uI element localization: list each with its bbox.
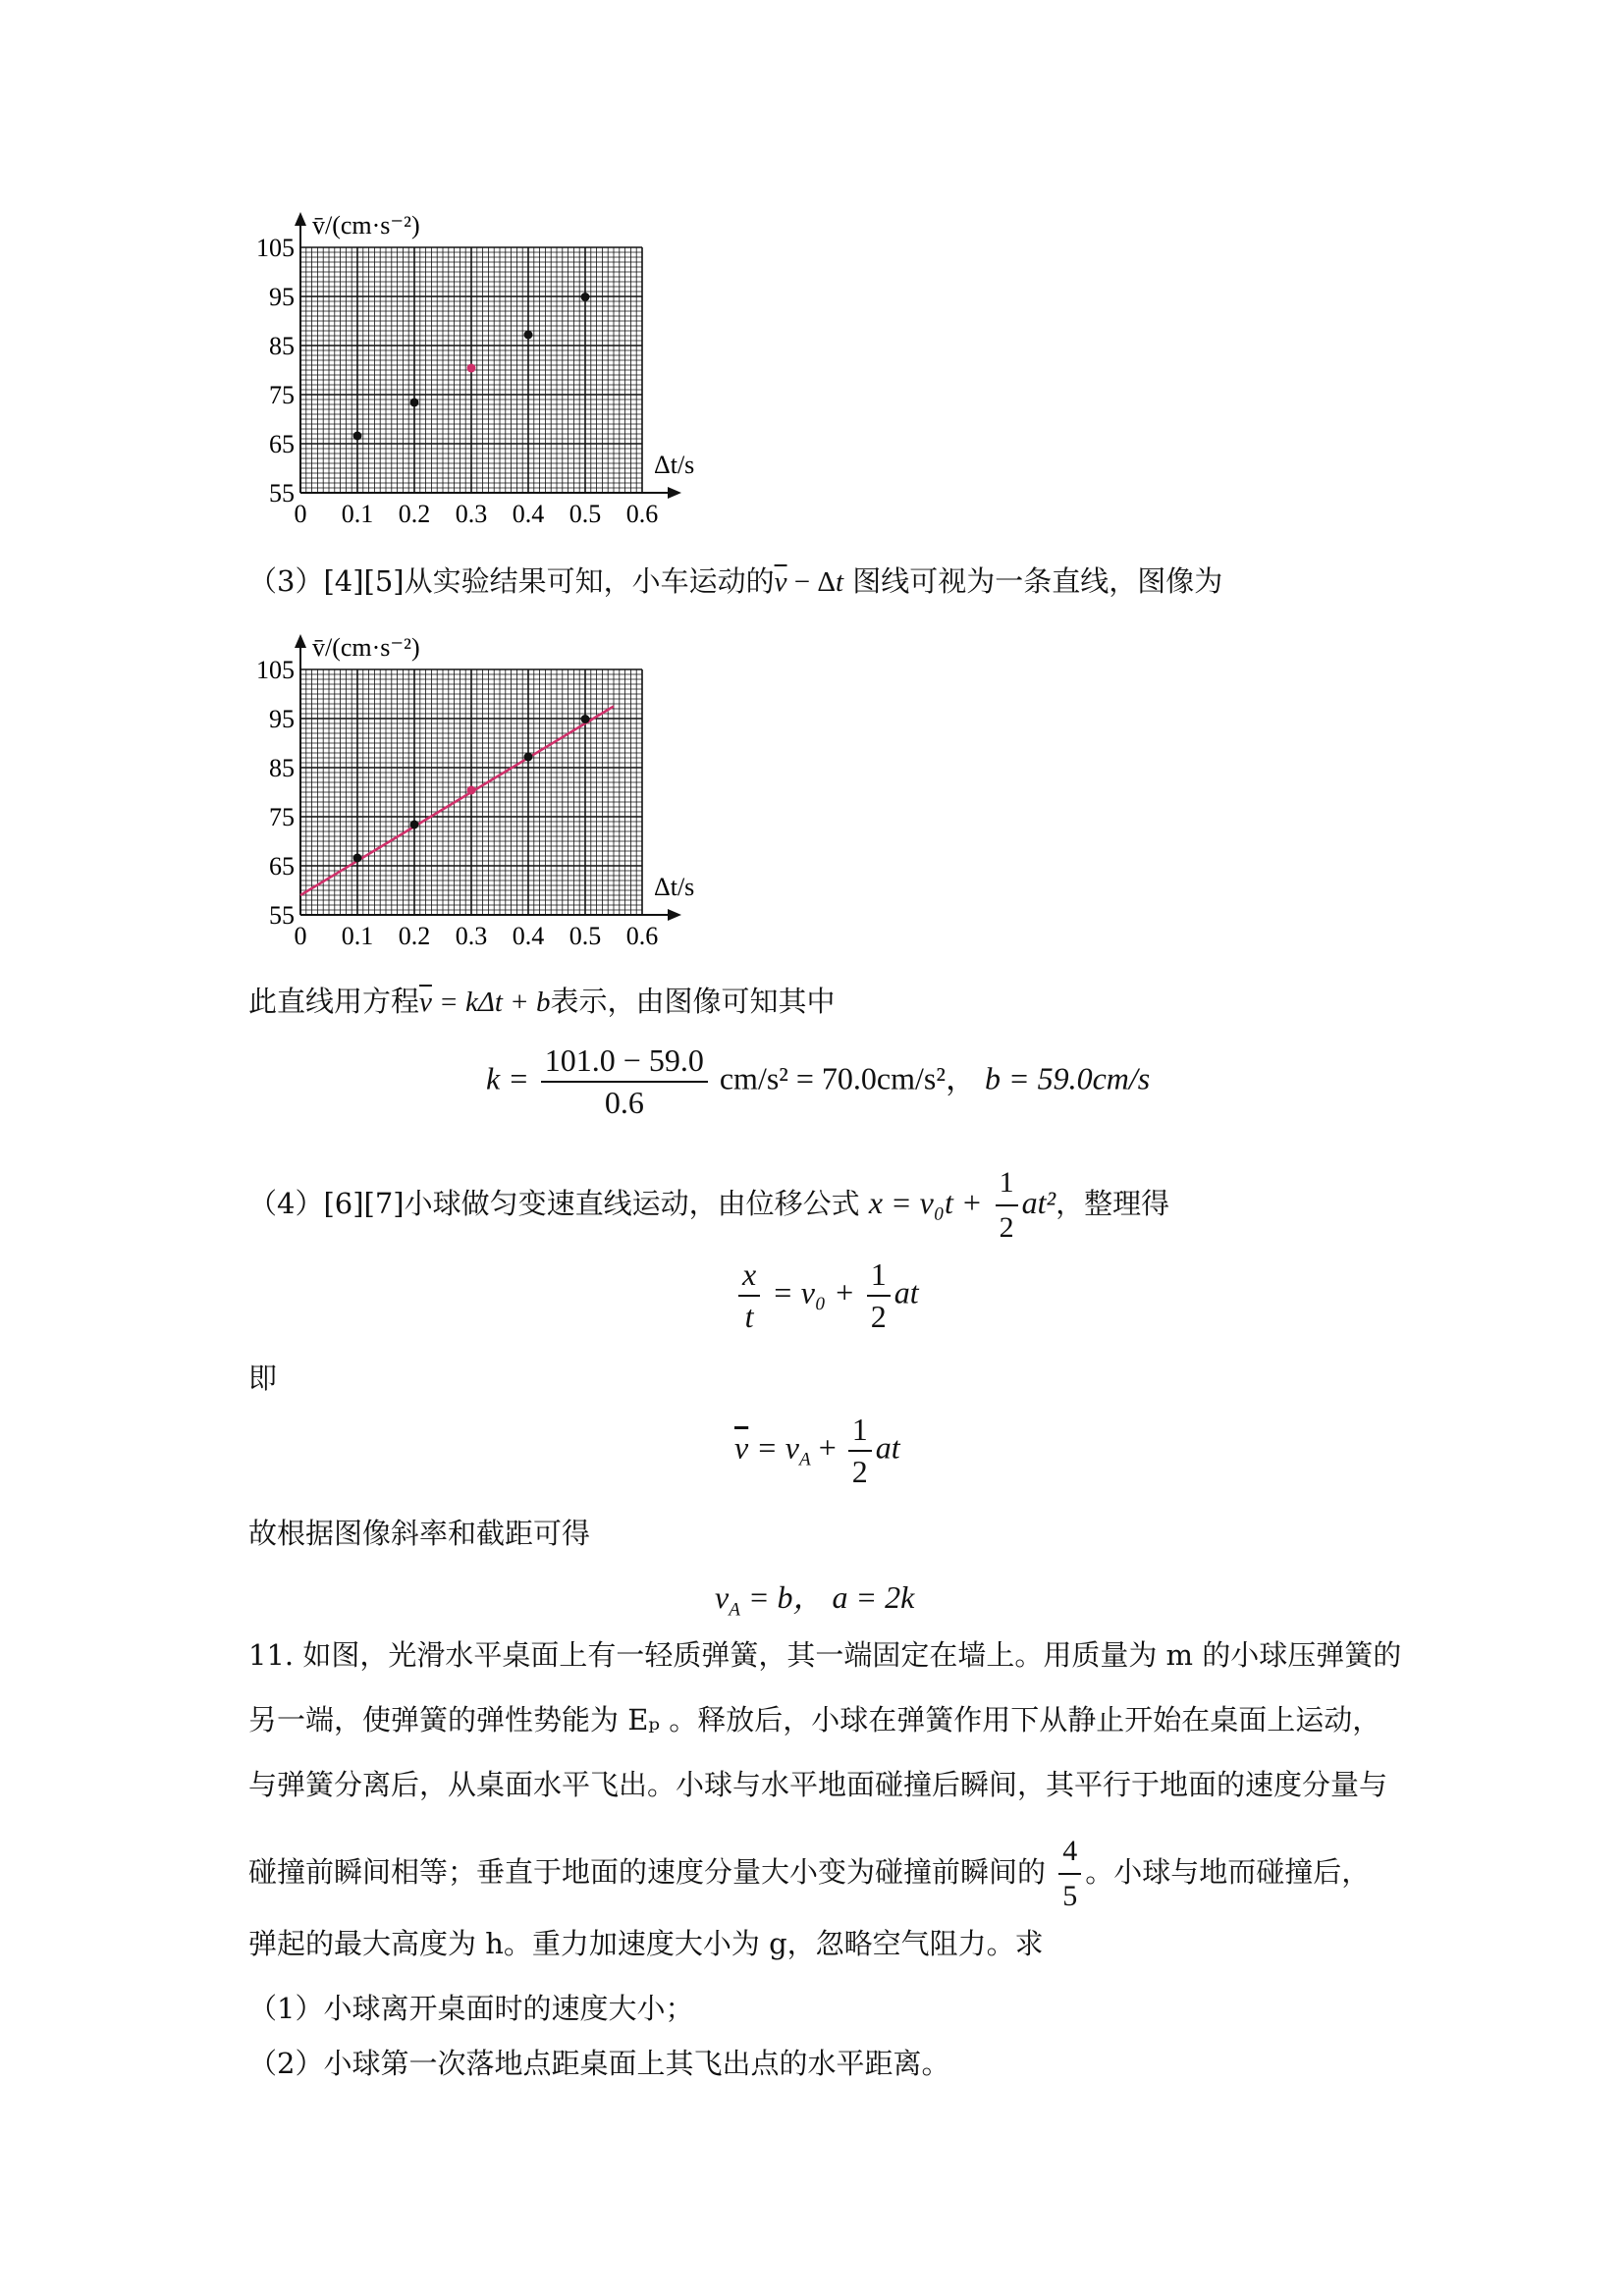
equation-v-bar: $\overline{v} = v_A$ + $\frac{1}{2}$ at: [734, 1412, 900, 1489]
data-point: [524, 753, 533, 762]
y-tick-label: 75: [269, 381, 295, 409]
question-11-line-2: 另一端，使弹簧的弹性势能为 Eₚ 。释放后，小球在弹簧作用下从静止开始在桌面上运动，: [248, 1703, 1381, 1736]
equation-x-over-t: $\frac{x}{t}$ = v₀ + $\frac{1}{2}$ at: [734, 1256, 919, 1335]
x-tick-label: 0.1: [341, 500, 374, 528]
x-tick-label: 0.6: [625, 500, 659, 528]
y-tick-label: 105: [256, 656, 295, 684]
x-tick-label: 0.2: [398, 500, 431, 528]
paragraph-slope: 故根据图像斜率和截距可得: [248, 1517, 591, 1550]
paragraph-3: （3）[4][5]从实验结果可知，小车运动的$\overline{v} - \Delta t$ 图线可视为一条直线，图像为: [248, 564, 1223, 598]
data-point: [467, 364, 476, 373]
question-11-line-5: 弹起的最大高度为 h。重力加速度大小为 g，忽略空气阻力。求: [248, 1927, 1044, 1960]
question-11-line-4: 碰撞前瞬间相等；垂直于地面的速度分量大小变为碰撞前瞬间的 $\frac{4}{5}$ 。小球与地而碰撞后，: [248, 1832, 1370, 1916]
scatter-chart-1: [236, 206, 707, 530]
y-axis-label: v̄/(cm·s⁻²): [312, 211, 420, 240]
y-tick-label: 65: [269, 430, 295, 458]
paragraph-line-equation: 此直线用方程$\overline{v} = k\Delta t + b$表示，由图像可知其中: [248, 985, 836, 1018]
x-axis-label: Δt/s: [654, 451, 695, 479]
x-tick-label: 0.1: [341, 922, 374, 950]
x-tick-label: 0.5: [568, 500, 602, 528]
equation-result: $v_A = b$， a = 2k: [715, 1579, 915, 1621]
y-tick-label: 55: [269, 479, 295, 507]
y-axis-label: v̄/(cm·s⁻²): [312, 633, 420, 662]
x-tick-label: 0.6: [625, 922, 659, 950]
question-11-sub-1: （1）小球离开桌面时的速度大小；: [248, 1992, 694, 2025]
y-tick-label: 85: [269, 332, 295, 360]
data-point: [467, 786, 476, 795]
data-point: [581, 715, 590, 723]
data-point: [353, 854, 362, 863]
y-tick-label: 65: [269, 852, 295, 881]
x-tick-label: 0: [294, 500, 307, 528]
paragraph-4: （4）[6][7]小球做匀变速直线运动，由位移公式 x = v₀t + $\frac{1}{2}$ at²，整理得: [248, 1163, 1169, 1248]
x-tick-label: 0.3: [455, 500, 488, 528]
data-point: [581, 293, 590, 301]
data-point: [353, 432, 362, 441]
y-tick-label: 105: [256, 234, 295, 262]
y-tick-label: 85: [269, 754, 295, 782]
y-tick-label: 95: [269, 283, 295, 311]
data-point: [410, 821, 419, 829]
fraction-k: $\frac{101.0 - 59.0}{0.6}$: [541, 1042, 708, 1121]
paragraph-ji: 即: [248, 1362, 278, 1395]
y-axis-arrow: [295, 634, 306, 648]
x-axis-arrow: [668, 909, 681, 921]
y-tick-label: 95: [269, 705, 295, 733]
x-tick-label: 0.5: [568, 922, 602, 950]
x-axis-arrow: [668, 487, 681, 499]
equation-k-b: k = $\frac{101.0 - 59.0}{0.6}$ cm/s² = 70.0cm/s²， b = 59.0cm/s: [486, 1042, 1151, 1120]
data-point: [524, 331, 533, 340]
x-tick-label: 0.2: [398, 922, 431, 950]
question-11-sub-2: （2）小球第一次落地点距桌面上其飞出点的水平距离。: [248, 2047, 950, 2080]
data-point: [410, 399, 419, 407]
x-tick-label: 0.4: [512, 922, 545, 950]
question-11-line-1: 11. 如图，光滑水平桌面上有一轻质弹簧，其一端固定在墙上。用质量为 m 的小球压弹簧的: [248, 1638, 1402, 1672]
y-tick-label: 55: [269, 901, 295, 930]
y-tick-label: 75: [269, 803, 295, 831]
y-axis-arrow: [295, 212, 306, 226]
x-tick-label: 0.4: [512, 500, 545, 528]
x-tick-label: 0.3: [455, 922, 488, 950]
fit-line: [300, 707, 614, 896]
x-axis-label: Δt/s: [654, 873, 695, 901]
question-11-line-3: 与弹簧分离后，从桌面水平飞出。小球与水平地面碰撞后瞬间，其平行于地面的速度分量与: [248, 1768, 1388, 1801]
x-tick-label: 0: [294, 922, 307, 950]
scatter-chart-2-with-fit: [236, 628, 707, 952]
